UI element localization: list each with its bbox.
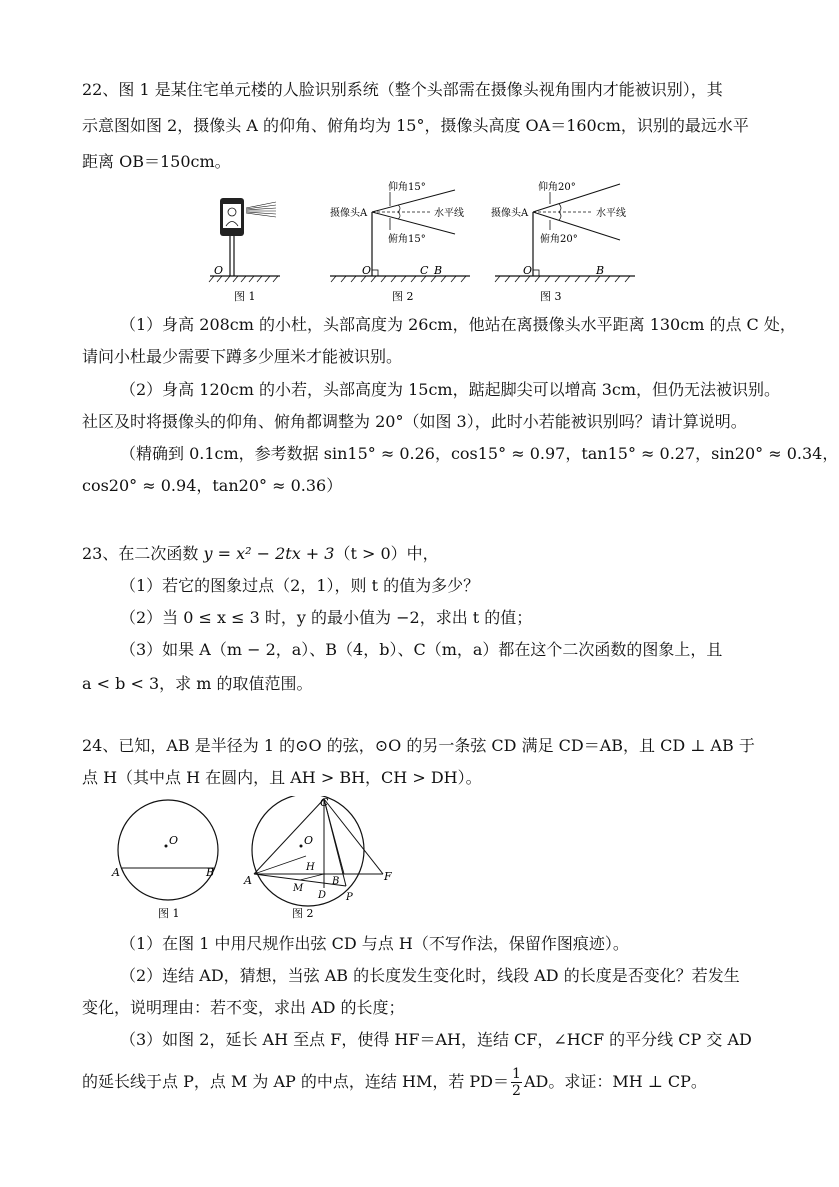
fraction-denominator: 2 <box>512 1083 521 1099</box>
q24-part3-text-before: 的延长线于点 P，点 M 为 AP 的中点，连结 HM，若 PD＝ <box>82 1072 510 1091</box>
fig2-b-label: B <box>434 264 443 277</box>
q24-part3-text-after: AD。求证：MH ⊥ CP。 <box>523 1072 707 1091</box>
q23-part2: （2）当 0 ≤ x ≤ 3 时，y 的最小值为 −2，求出 t 的值； <box>120 608 533 627</box>
q24-part3-line-1: （3）如图 2，延长 AH 至点 F，使得 HF＝AH，连结 CF，∠HCF 的平分线 CP 交 AD <box>120 1030 752 1049</box>
fig3-b-label: B <box>596 264 605 277</box>
fig3-up-angle-label: 仰角20° <box>538 182 576 193</box>
q22-line-1: 22、图 1 是某住宅单元楼的人脸识别系统（整个头部需在摄像头视角围内才能被识别），其 <box>82 80 723 99</box>
q22-figure-3 <box>491 180 635 303</box>
q22-part2-line-1: （2）身高 120cm 的小若，头部高度为 15cm，踮起脚尖可以增高 3cm，但仍无法被识别。 <box>120 380 781 399</box>
q24-part2-line-2: 变化，说明理由：若不变，求出 AD 的长度； <box>82 998 405 1017</box>
q24-fig1-b-label: B <box>206 866 215 879</box>
q24-fig2-m-label: M <box>293 883 304 894</box>
q23-part3-line-2: a < b < 3，求 m 的取值范围。 <box>82 674 313 693</box>
q23-prefix: 23、在二次函数 <box>82 544 204 563</box>
fig2-camera-label: 摄像头A <box>330 208 368 219</box>
q24-fig2-d-label: D <box>318 890 327 901</box>
fig1-caption: 图 1 <box>234 290 256 303</box>
q24-part1: （1）在图 1 中用尺规作出弦 CD 与点 H（不写作法，保留作图痕迹）。 <box>120 934 629 953</box>
q22-part1-line-1: （1）身高 208cm 的小杜，头部高度为 26cm，他站在离摄像头水平距离 130cm 的点 C 处， <box>120 315 796 334</box>
q24-fig2-o-label: O <box>304 834 314 847</box>
q22-part2-line-2: 社区及时将摄像头的仰角、俯角都调整为 20°（如图 3），此时小若能被识别吗？请计算说明。 <box>82 412 747 431</box>
q22-figure-1 <box>209 198 280 303</box>
fig2-up-angle-label: 仰角15° <box>388 182 426 193</box>
q24-part3-line-2 <box>82 1066 707 1099</box>
q24-line-1: 24、已知，AB 是半径为 1 的⊙O 的弦，⊙O 的另一条弦 CD 满足 CD＝AB，且 CD ⊥ AB 于 <box>82 736 755 755</box>
q22-line-2: 示意图如图 2，摄像头 A 的仰角、俯角均为 15°，摄像头高度 OA＝160cm，识别的最远水平 <box>82 116 749 135</box>
q22-part1-line-2: 请问小杜最少需要下蹲多少厘米才能被识别。 <box>82 347 403 366</box>
q24-fig2-b-label: B <box>332 876 340 887</box>
q22-reference-line-1: （精确到 0.1cm，参考数据 sin15° ≈ 0.26，cos15° ≈ 0.97，tan15° ≈ 0.27，sin20° ≈ 0.34， <box>120 444 839 463</box>
fig2-down-angle-label: 俯角15° <box>388 234 426 245</box>
q23-condition: （t > 0）中， <box>334 544 439 563</box>
q24-figure-2 <box>243 796 392 920</box>
q24-fig1-caption: 图 1 <box>158 907 180 920</box>
q23-function: y = x² − 2tx + 3 <box>203 544 335 563</box>
q22-reference-line-2: cos20° ≈ 0.94，tan20° ≈ 0.36） <box>82 476 343 495</box>
fig2-c-label: C <box>420 264 429 277</box>
fig3-camera-label: 摄像头A <box>491 208 529 219</box>
q24-fig1-o-label: O <box>169 834 179 847</box>
q24-fig2-p-label: P <box>346 892 353 903</box>
fraction-one-half <box>511 1066 522 1099</box>
fig3-caption: 图 3 <box>540 290 562 303</box>
q23-stem <box>82 542 439 566</box>
q22-figures <box>200 178 660 308</box>
q24-part2-line-1: （2）连结 AD，猜想，当弦 AB 的长度发生变化时，线段 AD 的长度是否变化？若发生 <box>120 966 740 985</box>
q24-fig2-caption: 图 2 <box>292 907 314 920</box>
q24-fig2-c-label: C <box>320 796 329 809</box>
fig3-o-label: O <box>523 264 533 277</box>
q23-part3-line-1: （3）如果 A（m − 2，a）、B（4，b）、C（m，a）都在这个二次函数的图象上，且 <box>120 640 723 659</box>
q22-line-3: 距离 OB＝150cm。 <box>82 152 231 171</box>
q24-figures <box>108 796 418 924</box>
q23-part1: （1）若它的图象过点（2，1），则 t 的值为多少？ <box>120 576 480 595</box>
fig3-down-angle-label: 俯角20° <box>540 234 578 245</box>
q24-line-2: 点 H（其中点 H 在圆内，且 AH > BH，CH > DH）。 <box>82 768 482 787</box>
fig2-o-label: O <box>362 264 372 277</box>
q24-fig1-a-label: A <box>112 866 120 879</box>
q24-figure-1 <box>111 800 218 920</box>
fig2-horizontal-label: 水平线 <box>434 208 464 219</box>
fig1-o-label: O <box>214 264 224 277</box>
q24-fig2-f-label: F <box>384 870 392 883</box>
q22-figure-2 <box>330 180 470 303</box>
q24-fig2-h-label: H <box>306 862 315 873</box>
fig3-horizontal-label: 水平线 <box>596 208 626 219</box>
fraction-numerator: 1 <box>512 1066 521 1082</box>
q24-fig2-a-label: A <box>244 874 252 887</box>
fig2-caption: 图 2 <box>392 290 414 303</box>
